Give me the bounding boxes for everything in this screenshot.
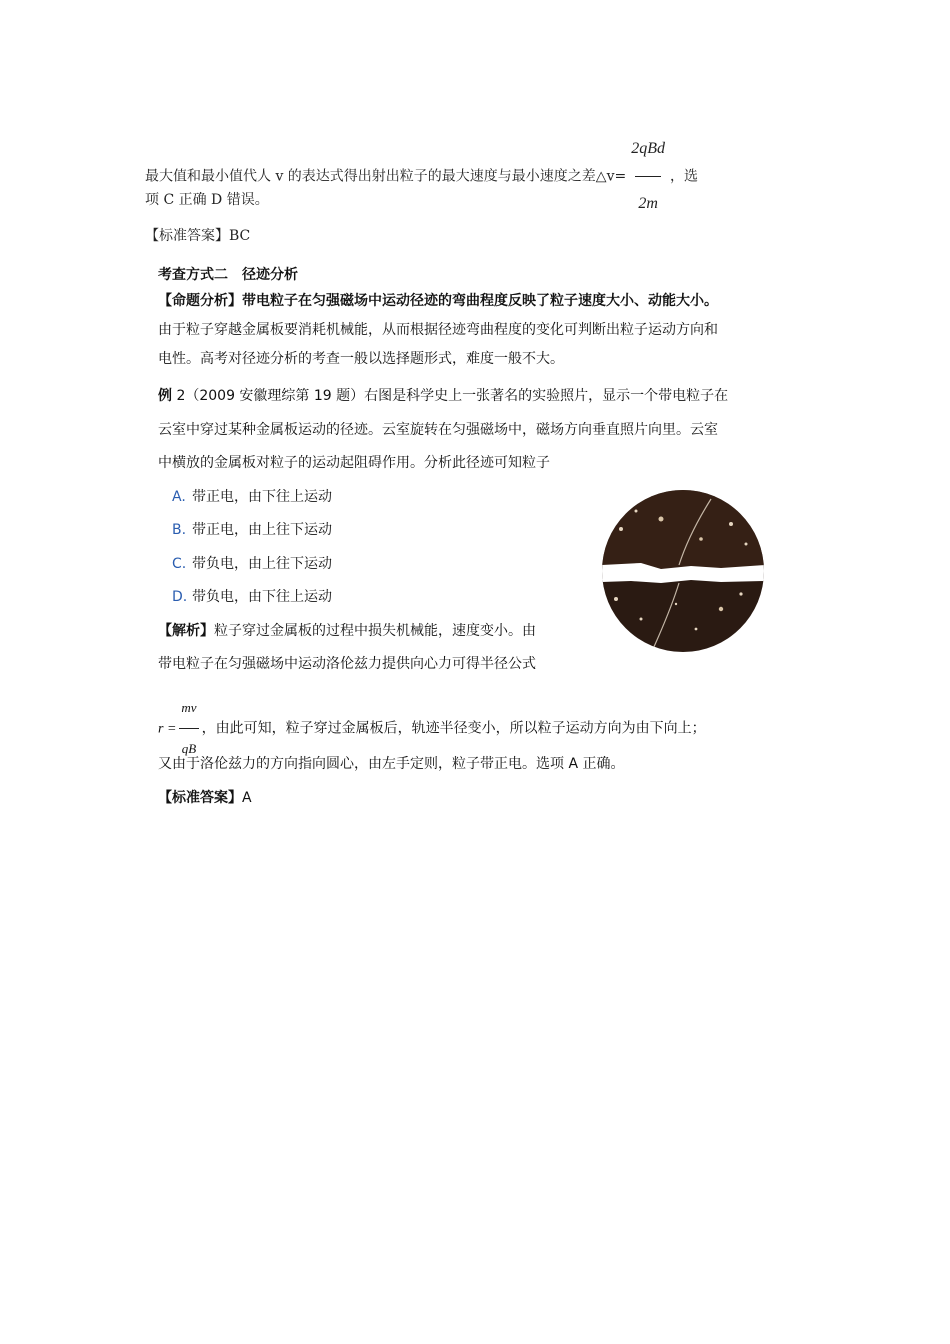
analysis-text: 带电粒子在匀强磁场中运动径迹的弯曲程度反映了粒子速度大小、动能大小。 bbox=[242, 293, 718, 309]
solution-line4: 又由于洛伦兹力的方向指向圆心，由左手定则，粒子带正电。选项 A 正确。 bbox=[158, 756, 625, 772]
fraction-denominator: qB bbox=[179, 728, 199, 767]
option-text: 带正电，由下往上运动 bbox=[192, 489, 332, 505]
option-letter: A. bbox=[172, 489, 186, 505]
solution-line3-text: ，由此可知，粒子穿过金属板后，轨迹半径变小，所以粒子运动方向为由下向上； bbox=[201, 720, 706, 737]
prev-solution-line1 bbox=[145, 124, 698, 229]
option-text: 带负电，由下往上运动 bbox=[192, 589, 332, 605]
option-text: 带负电，由上往下运动 bbox=[192, 556, 332, 572]
fraction-numerator: 2qBd bbox=[631, 140, 665, 157]
solution-line2: 带电粒子在匀强磁场中运动洛伦兹力提供向心力可得半径公式 bbox=[158, 656, 536, 672]
solution-text: 粒子穿过金属板的过程中损失机械能，速度变小。由 bbox=[214, 623, 536, 639]
analysis-line3: 电性。高考对径迹分析的考查一般以选择题形式，难度一般不大。 bbox=[158, 351, 564, 367]
section-title: 考查方式二 径迹分析 bbox=[158, 267, 298, 283]
option-d bbox=[172, 586, 332, 606]
solution-answer bbox=[158, 787, 252, 807]
option-b bbox=[172, 519, 332, 539]
option-c bbox=[172, 553, 332, 573]
prev-solution-line1-end: ，选 bbox=[670, 168, 698, 185]
cloud-chamber-photo bbox=[601, 489, 765, 653]
example-line1 bbox=[158, 385, 728, 405]
answer-label: 【标准答案】 bbox=[145, 228, 229, 244]
option-a bbox=[172, 486, 332, 506]
example-label: 例 bbox=[158, 388, 172, 404]
analysis-line2: 由于粒子穿越金属板要消耗机械能，从而根据径迹弯曲程度的变化可判断出粒子运动方向和 bbox=[158, 322, 718, 338]
example-line3: 中横放的金属板对粒子的运动起阻碍作用。分析此径迹可知粒子 bbox=[158, 455, 550, 471]
example-source: 2（2009 安徽理综第 19 题）右图是科学史上一张著名的实验照片，显示一个带电粒子在 bbox=[172, 388, 729, 404]
delta-v-fraction bbox=[628, 124, 668, 229]
answer-value: BC bbox=[229, 228, 251, 244]
answer-value: A bbox=[242, 790, 252, 806]
option-letter: C. bbox=[172, 556, 187, 572]
fraction-numerator: mv bbox=[181, 700, 197, 715]
option-text: 带正电，由上往下运动 bbox=[192, 522, 332, 538]
fraction-denominator: 2m bbox=[635, 176, 661, 229]
prev-solution-line2: 项 C 正确 D 错误。 bbox=[145, 192, 269, 208]
prev-solution-line1-text: 最大值和最小值代人 v 的表达式得出射出粒子的最大速度与最小速度之差△v= bbox=[145, 168, 627, 185]
prev-answer bbox=[145, 225, 250, 245]
analysis-line1 bbox=[158, 290, 718, 310]
option-letter: D. bbox=[172, 589, 188, 605]
example-line2: 云室中穿过某种金属板运动的径迹。云室旋转在匀强磁场中，磁场方向垂直照片向里。云室 bbox=[158, 422, 718, 438]
solution-label: 【解析】 bbox=[158, 623, 214, 639]
option-letter: B. bbox=[172, 522, 187, 538]
solution-line1 bbox=[158, 620, 536, 640]
analysis-label: 【命题分析】 bbox=[158, 293, 242, 309]
formula-lhs: r = bbox=[158, 721, 177, 737]
answer-label: 【标准答案】 bbox=[158, 790, 242, 806]
